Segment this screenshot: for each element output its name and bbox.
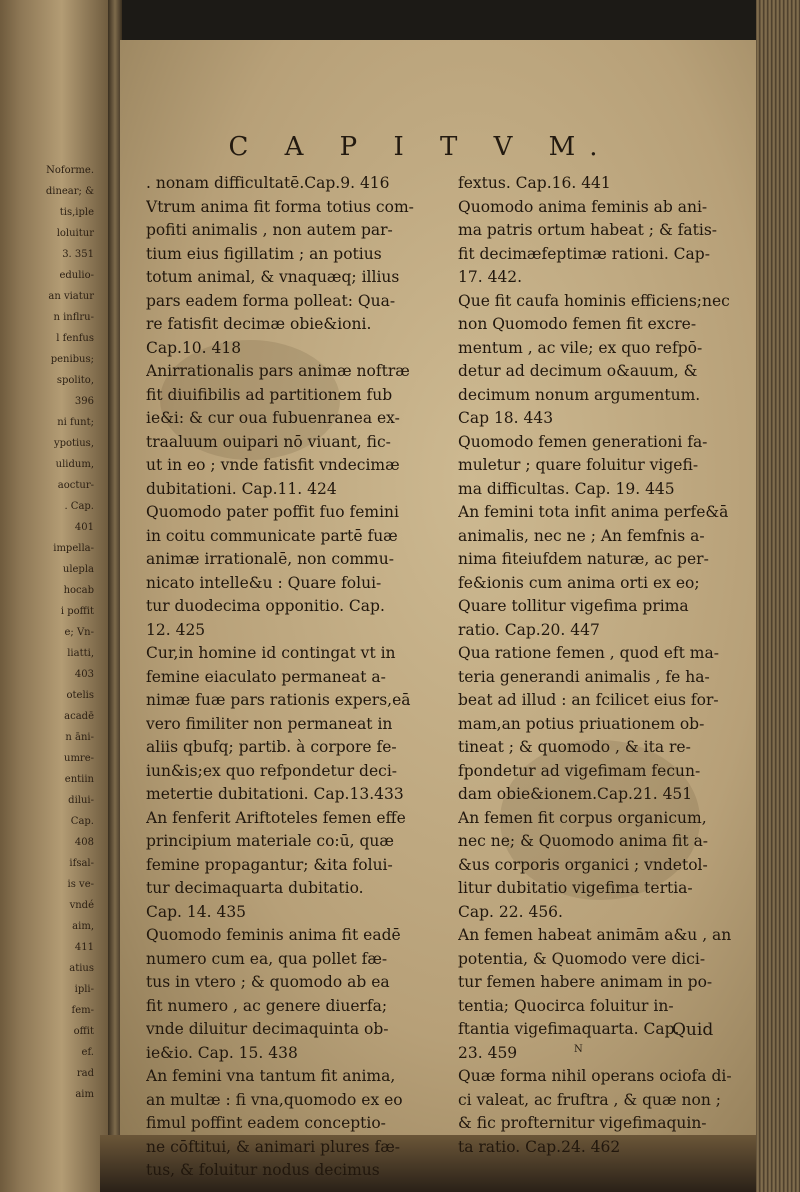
text-line: beat ad illud : an fcilicet eius for- bbox=[458, 691, 719, 709]
text-line: decimum nonum argumentum. bbox=[458, 385, 701, 404]
text-line: tur femen habere animam in po- bbox=[458, 973, 713, 991]
text-line: tus in vtero ; & quomodo ab ea bbox=[146, 973, 390, 991]
text-line: ef. bbox=[81, 1047, 94, 1058]
text-line: ta ratio. Cap.24. 462 bbox=[458, 1137, 621, 1156]
text-line: femine propagantur; &ita folui- bbox=[146, 855, 393, 874]
text-line: Cur,in homine id contingat vt in bbox=[146, 644, 396, 662]
text-line: aim bbox=[75, 1089, 94, 1100]
text-line: tis,iple bbox=[59, 207, 94, 218]
text-line: vero fimiliter non permaneat in bbox=[146, 714, 393, 733]
text-line: nicato intelle&u : Quare folui- bbox=[146, 573, 382, 592]
text-line: nimæ fuæ pars rationis expers,eā bbox=[146, 691, 411, 709]
text-line: fit diuifibilis ad partitionem fub bbox=[146, 385, 393, 404]
text-line: l fenfus bbox=[56, 333, 94, 344]
text-line: entiin bbox=[64, 774, 94, 785]
text-line: Que fit caufa hominis efficiens;nec bbox=[458, 291, 730, 310]
text-line: 408 bbox=[74, 837, 94, 848]
text-line: 23. 459 bbox=[458, 1043, 518, 1062]
text-line: Cap 18. 443 bbox=[458, 409, 554, 427]
text-line: tentia; Quocirca foluitur in- bbox=[458, 996, 674, 1015]
text-line: is ve- bbox=[67, 879, 94, 890]
text-line: fem- bbox=[71, 1005, 94, 1016]
text-line: totum animal, & vnaquæq; illius bbox=[146, 268, 400, 286]
contents-column-right bbox=[458, 172, 748, 1159]
text-line: edulio- bbox=[59, 270, 94, 281]
text-line: fit numero , ac genere diuerfa; bbox=[146, 996, 388, 1015]
text-line: . Cap. bbox=[64, 501, 94, 512]
text-line: e; Vn- bbox=[64, 627, 94, 638]
text-line: Quomodo feminis anima fit eadē bbox=[146, 926, 401, 944]
text-line: tur decimaquarta dubitatio. bbox=[146, 879, 364, 897]
text-line: Qua ratione femen , quod eft ma- bbox=[458, 644, 719, 662]
text-line: rad bbox=[76, 1068, 94, 1079]
text-line: spolito, bbox=[56, 375, 94, 386]
text-line: teria generandi animalis , fe ha- bbox=[458, 667, 710, 686]
text-line: fit decimæfeptimæ rationi. Cap- bbox=[458, 244, 710, 263]
text-line: numero cum ea, qua pollet fæ- bbox=[146, 949, 388, 968]
text-line: fpondetur ad vigefimam fecun- bbox=[458, 761, 701, 780]
text-line: traaluum ouipari nō viuant, fic- bbox=[146, 432, 391, 451]
text-line: Cap. 22. 456. bbox=[458, 902, 563, 921]
text-line: penibus; bbox=[50, 354, 94, 365]
text-line: metertie dubitationi. Cap.13.433 bbox=[146, 785, 404, 803]
text-line: fe&ionis cum anima orti ex eo; bbox=[458, 573, 700, 592]
margin-fragments bbox=[20, 160, 100, 1105]
text-line: offit bbox=[73, 1026, 94, 1037]
text-line: ipli- bbox=[74, 984, 94, 995]
text-line: ma patris ortum habeat ; & fatis- bbox=[458, 221, 718, 239]
text-line: principium materiale co:ū, quæ bbox=[146, 832, 394, 850]
text-line: potentia, & Quomodo vere dici- bbox=[458, 949, 706, 968]
text-line: an multæ : fi vna,quomodo ex eo bbox=[146, 1090, 403, 1109]
catchword: Quid bbox=[672, 1020, 714, 1040]
text-line: Quomodo pater poffit fuo femini bbox=[146, 503, 399, 521]
previous-page-edge bbox=[0, 0, 112, 1192]
text-line: n āni- bbox=[65, 732, 94, 743]
text-line: fimul poffint eadem conceptio- bbox=[146, 1114, 386, 1132]
text-line: iun&is;ex quo refpondetur deci- bbox=[146, 761, 398, 780]
text-line: dubitationi. Cap.11. 424 bbox=[146, 479, 337, 498]
text-line: acadē bbox=[64, 711, 94, 722]
text-line: non Quomodo femen fit excre- bbox=[458, 315, 697, 333]
text-line: mam,an potius priuationem ob- bbox=[458, 714, 705, 733]
text-line: dinear; & bbox=[45, 186, 94, 197]
text-line: tineat ; & quomodo , & ita re- bbox=[458, 738, 691, 756]
text-line: ypotius, bbox=[53, 438, 94, 449]
text-line: 396 bbox=[74, 396, 94, 407]
text-line: aim, bbox=[72, 921, 94, 932]
text-line: pofiti animalis , non autem par- bbox=[146, 221, 393, 239]
text-line: An femini tota infit anima perfe&ā bbox=[458, 503, 729, 521]
text-line: detur ad decimum o&auum, & bbox=[458, 362, 698, 380]
text-line: Quomodo femen generationi fa- bbox=[458, 432, 708, 451]
text-line: An fenferit Ariftoteles femen effe bbox=[146, 808, 406, 827]
text-line: tus, & foluitur nodus decimus bbox=[146, 1161, 380, 1179]
text-line: hocab bbox=[63, 585, 94, 596]
signature-mark: N bbox=[574, 1044, 583, 1055]
text-line: animalis, nec ne ; An femfnis a- bbox=[458, 526, 705, 545]
text-line: 17. 442. bbox=[458, 268, 523, 286]
text-line: ni funt; bbox=[57, 417, 94, 428]
text-line: Cap. bbox=[70, 816, 94, 827]
text-line: in coitu communicate partē fuæ bbox=[146, 526, 398, 545]
text-line: aliis qbufq; partib. à corpore fe- bbox=[146, 738, 397, 756]
text-line: tur duodecima opponitio. Cap. bbox=[146, 597, 385, 615]
text-line: Quæ forma nihil operans ociofa di- bbox=[458, 1067, 732, 1085]
text-line: ma difficultas. Cap. 19. 445 bbox=[458, 479, 675, 498]
text-line: animæ irrationalē, non commu- bbox=[146, 550, 394, 568]
text-line: 411 bbox=[74, 942, 94, 953]
text-line: ftantia vigefimaquarta. Cap. bbox=[458, 1020, 680, 1038]
text-line: re fatisfit decimæ obie&ioni. bbox=[146, 315, 372, 333]
text-line: ifsal- bbox=[69, 858, 94, 869]
contents-column-left bbox=[146, 172, 446, 1183]
text-line: vnde diluitur decimaquinta ob- bbox=[146, 1020, 389, 1038]
text-line: Quomodo anima feminis ab ani- bbox=[458, 197, 708, 216]
text-line: otelis bbox=[66, 690, 94, 701]
text-line: litur dubitatio vigefima tertia- bbox=[458, 879, 693, 897]
text-line: n inflru- bbox=[53, 312, 94, 323]
text-line: ut in eo ; vnde fatisfit vndecimæ bbox=[146, 456, 400, 474]
text-line: dilui- bbox=[68, 795, 94, 806]
text-line: i poffit bbox=[60, 606, 94, 617]
text-line: muletur ; quare foluitur vigefi- bbox=[458, 456, 699, 474]
text-line: Anirrationalis pars animæ noftræ bbox=[146, 362, 410, 380]
text-line: nima fiteiufdem naturæ, ac per- bbox=[458, 550, 709, 568]
text-line: Cap. 14. 435 bbox=[146, 902, 247, 921]
text-line: 403 bbox=[74, 669, 94, 680]
text-line: nec ne; & Quomodo anima fit a- bbox=[458, 832, 709, 850]
text-line: An femen habeat animām a&u , an bbox=[458, 926, 732, 944]
text-line: ulidum, bbox=[55, 459, 94, 470]
text-line: 3. 351 bbox=[62, 249, 94, 260]
text-line: &us corporis organici ; vndetol- bbox=[458, 855, 708, 874]
text-line: liatti, bbox=[67, 648, 94, 659]
text-line: ie&i: & cur oua fubuenranea ex- bbox=[146, 409, 400, 427]
text-line: vndé bbox=[69, 900, 94, 911]
text-line: ratio. Cap.20. 447 bbox=[458, 620, 600, 639]
text-line: aoctur- bbox=[57, 480, 94, 491]
page-header: C A P I T V M. bbox=[228, 132, 612, 162]
text-line: An femen fit corpus organicum, bbox=[458, 808, 707, 827]
text-line: ne cōftitui, & animari plures fæ- bbox=[146, 1137, 401, 1156]
text-line: fextus. Cap.16. 441 bbox=[458, 174, 611, 192]
text-line: 12. 425 bbox=[146, 620, 206, 639]
text-line: impella- bbox=[53, 543, 94, 554]
text-line: mentum , ac vile; ex quo refpō- bbox=[458, 338, 703, 357]
text-line: umre- bbox=[64, 753, 94, 764]
text-line: Vtrum anima fit forma totius com- bbox=[146, 197, 414, 216]
text-line: loluitur bbox=[56, 228, 94, 239]
text-line: Noforme. bbox=[46, 165, 94, 176]
text-line: ci valeat, ac fruftra , & quæ non ; bbox=[458, 1090, 721, 1109]
text-line: Quare tollitur vigefima prima bbox=[458, 597, 689, 615]
text-line: Cap.10. 418 bbox=[146, 338, 242, 357]
text-line: femine eiaculato permaneat a- bbox=[146, 667, 386, 686]
text-line: atius bbox=[69, 963, 94, 974]
text-line: tium eius figillatim ; an potius bbox=[146, 244, 382, 263]
text-line: pars eadem forma polleat: Qua- bbox=[146, 291, 396, 310]
text-line: & fic profternitur vigefimaquin- bbox=[458, 1114, 707, 1132]
text-line: . nonam difficultatē.Cap.9. 416 bbox=[146, 174, 390, 192]
page-stack-edge bbox=[756, 0, 800, 1192]
text-line: ie&io. Cap. 15. 438 bbox=[146, 1043, 298, 1062]
text-line: 401 bbox=[74, 522, 94, 533]
text-line: An femini vna tantum fit anima, bbox=[146, 1067, 396, 1085]
text-line: dam obie&ionem.Cap.21. 451 bbox=[458, 785, 693, 803]
text-line: ulepla bbox=[62, 564, 94, 575]
text-line: an viatur bbox=[48, 291, 94, 302]
